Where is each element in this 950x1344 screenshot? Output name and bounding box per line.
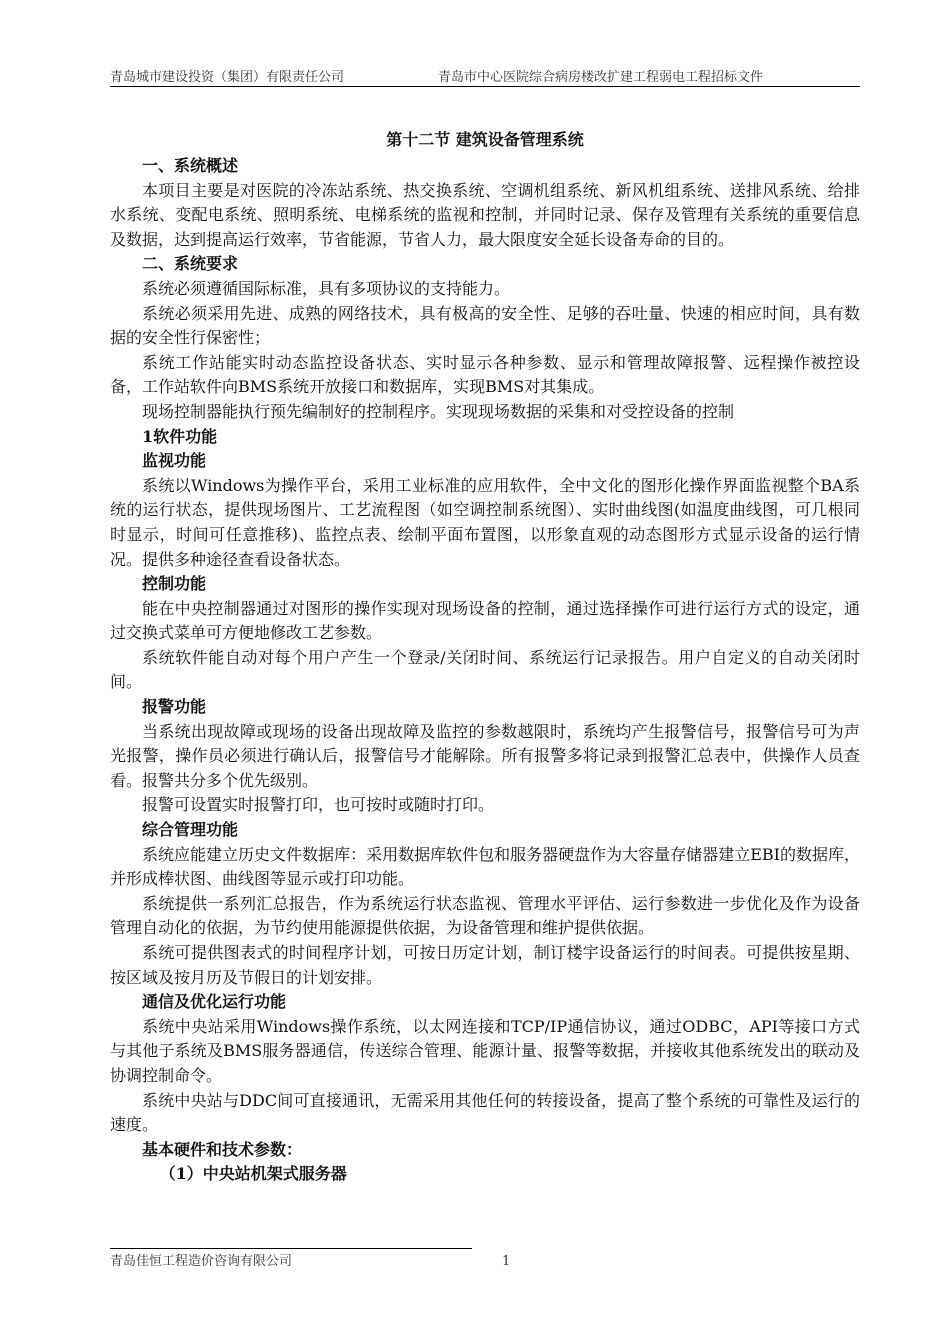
body-paragraph: 本项目主要是对医院的冷冻站系统、热交换系统、空调机组系统、新风机组系统、送排风系统、给排水系统、变配电系统、照明系统、电梯系统的监视和控制，并同时记录、保存及管理有关系统的重要信息及数据，达到提高运行效率，节省能源，节省人力，最大限度安全延长设备寿命的目的。 (110, 180, 860, 249)
body-paragraph: 系统中央站与DDC间可直接通讯，无需采用其他任何的转接设备，提高了整个系统的可靠性及运行的速度。 (110, 1090, 860, 1135)
body-paragraph: 报警可设置实时报警打印，也可按时或随时打印。 (142, 795, 495, 815)
section-heading: 综合管理功能 (142, 820, 239, 840)
header-left-text: 青岛城市建设投资（集团）有限责任公司 (110, 70, 345, 85)
section-title: 第十二节 建筑设备管理系统 (386, 130, 584, 149)
body-paragraph: 当系统出现故障或现场的设备出现故障及监控的参数越限时，系统均产生报警信号，报警信号可为声光报警，操作员必须进行确认后，报警信号才能解除。所有报警多将记录到报警汇总表中，供操作人员查看。报警共分多个优先级别。 (110, 721, 860, 790)
body-paragraph: 现场控制器能执行预先编制好的控制程序。实现现场数据的采集和对受控设备的控制 (142, 401, 735, 421)
section-heading: 报警功能 (142, 697, 207, 717)
body-paragraph: 系统提供一系列汇总报告，作为系统运行状态监视、管理水平评估、运行参数进一步优化及作为设备管理自动化的依据，为节约使用能源提供依据，为设备管理和维护提供依据。 (110, 893, 860, 938)
body-paragraph: 系统工作站能实时动态监控设备状态、实时显示各种参数、显示和管理故障报警、远程操作被控设备，工作站软件向BMS系统开放接口和数据库，实现BMS对其集成。 (110, 352, 860, 397)
document-body (110, 128, 860, 1187)
footer-divider (110, 1248, 472, 1249)
section-heading: 通信及优化运行功能 (142, 992, 287, 1012)
page-header (110, 66, 860, 87)
body-paragraph: 系统以Windows为操作平台，采用工业标准的应用软件，全中文化的图形化操作界面监视整个BA系统的运行状态，提供现场图片、工艺流程图（如空调控制系统图）、实时曲线图(如温度曲线图，可几根同时显示，时间可任意推移)、监控点表、绘制平面布置图，以形象直观的动态图形方式显示设备的运行情况。提供多种途径查看设备状态。 (110, 475, 860, 569)
body-paragraph: 系统中央站采用Windows操作系统，以太网连接和TCP/IP通信协议，通过ODBC，API等接口方式与其他子系统及BMS服务器通信，传送综合管理、能源计量、报警等数据，并接收其他系统发出的联动及协调控制命令。 (110, 1016, 860, 1085)
body-paragraph: 系统必须采用先进、成熟的网络技术，具有极高的安全性、足够的吞吐量、快速的相应时间，具有数据的安全性行保密性； (110, 303, 860, 348)
body-paragraph: 系统应能建立历史文件数据库：采用数据库软件包和服务器硬盘作为大容量存储器建立EBI的数据库，并形成棒状图、曲线图等显示或打印功能。 (110, 844, 860, 889)
sub-heading: （1）中央站机架式服务器 (159, 1164, 347, 1184)
footer-company: 青岛佳恒工程造价咨询有限公司 (110, 1254, 293, 1269)
page-number: 1 (502, 1254, 511, 1269)
header-right-text: 青岛市中心医院综合病房楼改扩建工程弱电工程招标文件 (438, 70, 764, 85)
section-heading: 基本硬件和技术参数： (142, 1139, 303, 1159)
body-paragraph: 能在中央控制器通过对图形的操作实现对现场设备的控制，通过选择操作可进行运行方式的设定，通过交换式菜单可方便地修改工艺参数。 (110, 598, 860, 643)
body-paragraph: 系统可提供图表式的时间程序计划，可按日历定计划，制订楼宇设备运行的时间表。可提供按星期、按区域及按月历及节假日的计划安排。 (110, 943, 860, 987)
section-heading: 一、系统概述 (142, 156, 239, 175)
section-heading: 二、系统要求 (142, 254, 239, 274)
body-paragraph: 系统必须遵循国际标准，具有多项协议的支持能力。 (142, 278, 511, 298)
section-heading: 控制功能 (142, 574, 207, 594)
body-paragraph: 系统软件能自动对每个用户产生一个登录/关闭时间、系统运行记录报告。用户自定义的自动关闭时间。 (110, 647, 860, 692)
section-heading: 1软件功能 (142, 426, 218, 446)
section-heading: 监视功能 (142, 451, 207, 471)
